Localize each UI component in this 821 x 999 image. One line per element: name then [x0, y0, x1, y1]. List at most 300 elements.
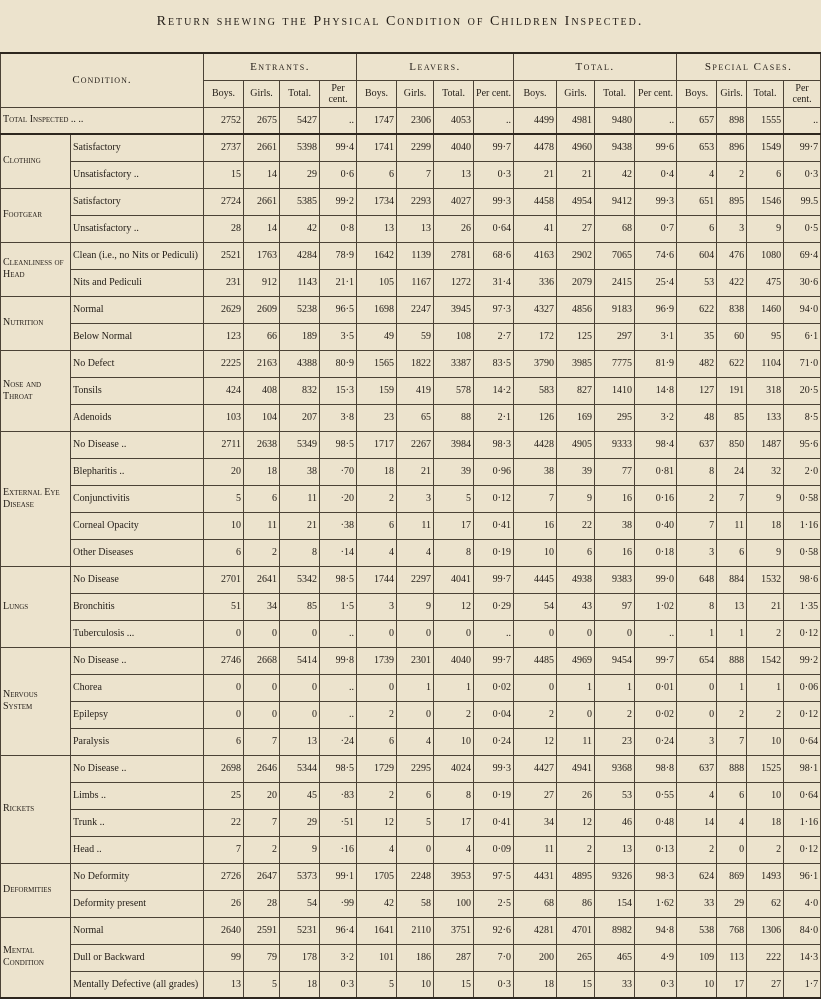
- table-cell: 9480: [595, 107, 635, 134]
- condition-label: Satisfactory: [71, 188, 204, 215]
- table-cell: 4327: [514, 296, 557, 323]
- table-cell: 895: [717, 188, 747, 215]
- table-cell: 4053: [434, 107, 474, 134]
- table-cell: 1555: [747, 107, 784, 134]
- table-cell: 71·0: [784, 350, 821, 377]
- table-cell: 222: [747, 944, 784, 971]
- table-cell: 4: [397, 539, 434, 566]
- table-cell: 99·3: [474, 755, 514, 782]
- table-cell: 18: [244, 458, 280, 485]
- table-cell: 0·29: [474, 593, 514, 620]
- table-cell: 1139: [397, 242, 434, 269]
- section-special-cases: Special Cases.: [677, 53, 821, 80]
- table-cell: 99·7: [474, 566, 514, 593]
- condition-label: Dull or Backward: [71, 944, 204, 971]
- table-cell: 1272: [434, 269, 474, 296]
- table-cell: 637: [677, 431, 717, 458]
- table-cell: 2: [514, 701, 557, 728]
- table-cell: 84·0: [784, 917, 821, 944]
- table-cell: 2: [717, 701, 747, 728]
- table-cell: 4458: [514, 188, 557, 215]
- table-cell: 7: [677, 512, 717, 539]
- table-cell: 99·3: [635, 188, 677, 215]
- table-cell: 3953: [434, 863, 474, 890]
- condition-label: Unsatisfactory ..: [71, 161, 204, 188]
- table-cell: 6: [204, 539, 244, 566]
- table-cell: 88: [434, 404, 474, 431]
- table-cell: 29: [717, 890, 747, 917]
- table-cell: 0: [280, 674, 320, 701]
- condition-table: [0, 52, 821, 999]
- table-cell: 0·96: [474, 458, 514, 485]
- condition-label: No Disease ..: [71, 431, 204, 458]
- table-cell: ..: [320, 107, 357, 134]
- table-cell: 622: [717, 350, 747, 377]
- table-cell: 2: [747, 836, 784, 863]
- table-cell: 4: [357, 539, 397, 566]
- table-cell: ·70: [320, 458, 357, 485]
- table-cell: 0: [397, 701, 434, 728]
- table-row: [1, 404, 821, 431]
- table-cell: 6: [717, 539, 747, 566]
- table-cell: 2661: [244, 134, 280, 161]
- section-entrants: Entrants.: [204, 53, 357, 80]
- table-cell: 1: [434, 674, 474, 701]
- table-cell: 0: [244, 674, 280, 701]
- table-cell: 96·5: [320, 296, 357, 323]
- table-cell: 0: [244, 620, 280, 647]
- table-cell: 5342: [280, 566, 320, 593]
- table-cell: 0: [514, 620, 557, 647]
- table-cell: 14: [244, 161, 280, 188]
- table-cell: ..: [320, 701, 357, 728]
- table-cell: 97·5: [474, 863, 514, 890]
- table-cell: 4284: [280, 242, 320, 269]
- table-cell: 7: [717, 485, 747, 512]
- table-cell: 4041: [434, 566, 474, 593]
- table-cell: 5349: [280, 431, 320, 458]
- table-cell: 1104: [747, 350, 784, 377]
- table-cell: 98·5: [320, 566, 357, 593]
- table-cell: 30·6: [784, 269, 821, 296]
- table-cell: 18: [280, 971, 320, 998]
- table-cell: 5427: [280, 107, 320, 134]
- table-cell: 2306: [397, 107, 434, 134]
- table-cell: 27: [747, 971, 784, 998]
- table-cell: 2293: [397, 188, 434, 215]
- table-cell: 6: [747, 161, 784, 188]
- table-cell: 1487: [747, 431, 784, 458]
- table-cell: 8·5: [784, 404, 821, 431]
- table-cell: 1: [557, 674, 595, 701]
- table-cell: 3: [677, 728, 717, 755]
- table-cell: 5238: [280, 296, 320, 323]
- table-row: [1, 161, 821, 188]
- column-header: Per cent.: [635, 80, 677, 107]
- condition-label: Unsatisfactory ..: [71, 215, 204, 242]
- table-cell: 0·02: [635, 701, 677, 728]
- table-cell: 476: [717, 242, 747, 269]
- table-cell: 9: [397, 593, 434, 620]
- condition-label: Clean (i.e., no Nits or Pediculi): [71, 242, 204, 269]
- table-cell: 888: [717, 647, 747, 674]
- table-cell: 99·7: [474, 647, 514, 674]
- table-cell: 10: [747, 782, 784, 809]
- table-cell: 98·8: [635, 755, 677, 782]
- table-cell: 884: [717, 566, 747, 593]
- table-cell: 4445: [514, 566, 557, 593]
- table-cell: 9368: [595, 755, 635, 782]
- table-cell: 1532: [747, 566, 784, 593]
- table-cell: 4499: [514, 107, 557, 134]
- table-cell: 1143: [280, 269, 320, 296]
- table-cell: 133: [747, 404, 784, 431]
- table-cell: 2110: [397, 917, 434, 944]
- table-cell: 0·5: [784, 215, 821, 242]
- table-cell: 2521: [204, 242, 244, 269]
- table-cell: 99·8: [320, 647, 357, 674]
- table-cell: 4: [677, 782, 717, 809]
- table-cell: 3: [397, 485, 434, 512]
- table-cell: 2225: [204, 350, 244, 377]
- table-cell: 0: [677, 701, 717, 728]
- table-cell: 68: [595, 215, 635, 242]
- table-cell: 1642: [357, 242, 397, 269]
- table-cell: 9383: [595, 566, 635, 593]
- column-header: Total.: [747, 80, 784, 107]
- table-cell: 465: [595, 944, 635, 971]
- table-row: [1, 890, 821, 917]
- table-row: [1, 647, 821, 674]
- table-cell: 38: [514, 458, 557, 485]
- table-cell: 13: [280, 728, 320, 755]
- table-cell: 2247: [397, 296, 434, 323]
- condition-label: Nits and Pediculi: [71, 269, 204, 296]
- table-cell: 0·4: [635, 161, 677, 188]
- table-cell: 17: [434, 512, 474, 539]
- table-cell: 0·7: [635, 215, 677, 242]
- table-cell: 0·24: [635, 728, 677, 755]
- column-header: Total.: [595, 80, 635, 107]
- group-label: Nose and Throat: [1, 350, 71, 431]
- table-cell: 9412: [595, 188, 635, 215]
- table-cell: ..: [635, 107, 677, 134]
- table-cell: 69·4: [784, 242, 821, 269]
- table-cell: 12: [357, 809, 397, 836]
- table-cell: 2·0: [784, 458, 821, 485]
- column-header: Boys.: [677, 80, 717, 107]
- table-cell: 99·2: [784, 647, 821, 674]
- table-cell: 0·58: [784, 539, 821, 566]
- table-cell: 0: [357, 620, 397, 647]
- table-cell: 94·0: [784, 296, 821, 323]
- condition-label: No Deformity: [71, 863, 204, 890]
- table-cell: 103: [204, 404, 244, 431]
- table-cell: 2297: [397, 566, 434, 593]
- table-cell: 3984: [434, 431, 474, 458]
- condition-label: Epilepsy: [71, 701, 204, 728]
- table-cell: 8: [677, 458, 717, 485]
- table-cell: 2·1: [474, 404, 514, 431]
- table-cell: 2: [357, 485, 397, 512]
- group-label: Mental Condition: [1, 917, 71, 998]
- table-cell: 850: [717, 431, 747, 458]
- table-cell: 2902: [557, 242, 595, 269]
- table-row: [1, 188, 821, 215]
- table-cell: 125: [557, 323, 595, 350]
- table-cell: 4431: [514, 863, 557, 890]
- table-cell: 1546: [747, 188, 784, 215]
- table-cell: 9183: [595, 296, 635, 323]
- table-cell: 27: [514, 782, 557, 809]
- table-row: [1, 728, 821, 755]
- condition-label: No Disease ..: [71, 647, 204, 674]
- table-cell: 3·1: [635, 323, 677, 350]
- table-cell: 4024: [434, 755, 474, 782]
- table-cell: 4: [677, 161, 717, 188]
- table-cell: 424: [204, 377, 244, 404]
- table-cell: 10: [434, 728, 474, 755]
- table-cell: 29: [280, 809, 320, 836]
- table-cell: 21·1: [320, 269, 357, 296]
- table-cell: 1729: [357, 755, 397, 782]
- table-cell: 14·8: [635, 377, 677, 404]
- table-cell: 2661: [244, 188, 280, 215]
- table-cell: 99·0: [635, 566, 677, 593]
- table-cell: 33: [677, 890, 717, 917]
- table-cell: 16: [595, 485, 635, 512]
- table-cell: 81·9: [635, 350, 677, 377]
- table-cell: 1·62: [635, 890, 677, 917]
- table-cell: 0: [397, 836, 434, 863]
- table-cell: 0: [357, 674, 397, 701]
- table-cell: 5231: [280, 917, 320, 944]
- table-cell: ..: [320, 620, 357, 647]
- table-cell: 2295: [397, 755, 434, 782]
- table-cell: 1306: [747, 917, 784, 944]
- table-cell: 10: [514, 539, 557, 566]
- table-cell: 7: [244, 728, 280, 755]
- table-cell: 2: [747, 620, 784, 647]
- table-cell: 74·6: [635, 242, 677, 269]
- table-cell: 99.5: [784, 188, 821, 215]
- table-cell: 8: [280, 539, 320, 566]
- table-cell: 29: [280, 161, 320, 188]
- table-cell: 6: [557, 539, 595, 566]
- table-cell: 1542: [747, 647, 784, 674]
- table-cell: 0: [514, 674, 557, 701]
- table-cell: 3751: [434, 917, 474, 944]
- table-cell: 1741: [357, 134, 397, 161]
- table-cell: 1·16: [784, 512, 821, 539]
- table-row: [1, 485, 821, 512]
- table-cell: 6·1: [784, 323, 821, 350]
- table-cell: 1717: [357, 431, 397, 458]
- table-cell: 20·5: [784, 377, 821, 404]
- table-cell: 105: [357, 269, 397, 296]
- table-cell: 11: [514, 836, 557, 863]
- table-cell: 9326: [595, 863, 635, 890]
- table-cell: 637: [677, 755, 717, 782]
- table-cell: 0: [204, 620, 244, 647]
- table-cell: 2629: [204, 296, 244, 323]
- table-cell: 287: [434, 944, 474, 971]
- table-cell: 13: [595, 836, 635, 863]
- table-cell: 896: [717, 134, 747, 161]
- table-cell: 99·4: [320, 134, 357, 161]
- table-cell: 24: [717, 458, 747, 485]
- table-row: [1, 809, 821, 836]
- table-cell: 13: [717, 593, 747, 620]
- table-cell: 4040: [434, 647, 474, 674]
- table-cell: 6: [357, 512, 397, 539]
- table-cell: 11: [280, 485, 320, 512]
- table-cell: 4960: [557, 134, 595, 161]
- table-cell: 34: [514, 809, 557, 836]
- table-cell: 28: [244, 890, 280, 917]
- table-cell: 654: [677, 647, 717, 674]
- table-cell: ·51: [320, 809, 357, 836]
- table-cell: 2: [357, 782, 397, 809]
- condition-label: Chorea: [71, 674, 204, 701]
- table-cell: 16: [595, 539, 635, 566]
- table-cell: 21: [514, 161, 557, 188]
- table-cell: 0·02: [474, 674, 514, 701]
- group-label: Cleanliness of Head: [1, 242, 71, 296]
- table-cell: 18: [357, 458, 397, 485]
- table-cell: 5398: [280, 134, 320, 161]
- condition-label: Bronchitis: [71, 593, 204, 620]
- table-cell: 0·01: [635, 674, 677, 701]
- table-cell: 2: [747, 701, 784, 728]
- table-cell: 3945: [434, 296, 474, 323]
- table-cell: 5: [434, 485, 474, 512]
- table-cell: 0·41: [474, 512, 514, 539]
- table-cell: 0: [557, 701, 595, 728]
- table-cell: 96·4: [320, 917, 357, 944]
- table-cell: 475: [747, 269, 784, 296]
- table-cell: 2: [717, 161, 747, 188]
- table-cell: 5373: [280, 863, 320, 890]
- table-row: [1, 431, 821, 458]
- table-cell: 99·7: [474, 134, 514, 161]
- table-cell: 96·9: [635, 296, 677, 323]
- table-cell: 0: [677, 674, 717, 701]
- table-cell: ·14: [320, 539, 357, 566]
- table-cell: ·38: [320, 512, 357, 539]
- table-cell: 3: [677, 539, 717, 566]
- table-cell: 8982: [595, 917, 635, 944]
- table-cell: 9438: [595, 134, 635, 161]
- table-cell: 651: [677, 188, 717, 215]
- table-cell: 0·06: [784, 674, 821, 701]
- column-header: Girls.: [717, 80, 747, 107]
- table-cell: 6: [357, 728, 397, 755]
- table-cell: 9: [747, 539, 784, 566]
- table-cell: 42: [595, 161, 635, 188]
- table-cell: 12: [514, 728, 557, 755]
- table-cell: 15: [557, 971, 595, 998]
- table-cell: 95·6: [784, 431, 821, 458]
- table-cell: 109: [677, 944, 717, 971]
- table-cell: 2737: [204, 134, 244, 161]
- table-cell: 5414: [280, 647, 320, 674]
- condition-label: Corneal Opacity: [71, 512, 204, 539]
- table-cell: 4·0: [784, 890, 821, 917]
- column-header: Boys.: [514, 80, 557, 107]
- table-cell: 191: [717, 377, 747, 404]
- table-cell: 0·64: [784, 728, 821, 755]
- table-cell: 2698: [204, 755, 244, 782]
- table-cell: 4905: [557, 431, 595, 458]
- table-cell: 888: [717, 755, 747, 782]
- table-cell: 7: [204, 836, 244, 863]
- column-header: Per cent.: [474, 80, 514, 107]
- table-cell: 77: [595, 458, 635, 485]
- table-cell: 94·8: [635, 917, 677, 944]
- table-cell: 318: [747, 377, 784, 404]
- table-cell: 0·58: [784, 485, 821, 512]
- table-cell: 2: [357, 701, 397, 728]
- table-cell: 9333: [595, 431, 635, 458]
- table-cell: 169: [557, 404, 595, 431]
- table-cell: 295: [595, 404, 635, 431]
- group-label: Lungs: [1, 566, 71, 647]
- table-cell: 21: [557, 161, 595, 188]
- table-cell: 35: [677, 323, 717, 350]
- table-cell: 231: [204, 269, 244, 296]
- table-row: [1, 242, 821, 269]
- table-cell: 25·4: [635, 269, 677, 296]
- table-cell: 45: [280, 782, 320, 809]
- table-cell: 265: [557, 944, 595, 971]
- table-cell: 9: [280, 836, 320, 863]
- table-cell: 2: [244, 836, 280, 863]
- table-cell: 2711: [204, 431, 244, 458]
- condition-label: Head ..: [71, 836, 204, 863]
- table-cell: 79: [244, 944, 280, 971]
- table-cell: 898: [717, 107, 747, 134]
- table-cell: 16: [514, 512, 557, 539]
- table-row: [1, 296, 821, 323]
- table-cell: 42: [357, 890, 397, 917]
- table-cell: 538: [677, 917, 717, 944]
- table-cell: 86: [557, 890, 595, 917]
- table-cell: 2299: [397, 134, 434, 161]
- table-cell: 2: [244, 539, 280, 566]
- table-cell: 0·3: [784, 161, 821, 188]
- table-cell: 0: [280, 620, 320, 647]
- table-cell: 48: [677, 404, 717, 431]
- table-cell: 4856: [557, 296, 595, 323]
- table-cell: 98·4: [635, 431, 677, 458]
- condition-label: No Disease ..: [71, 755, 204, 782]
- table-cell: 15: [204, 161, 244, 188]
- table-cell: 11: [244, 512, 280, 539]
- table-cell: 2668: [244, 647, 280, 674]
- column-header: Per cent.: [320, 80, 357, 107]
- condition-label: Conjunctivitis: [71, 485, 204, 512]
- table-cell: 2079: [557, 269, 595, 296]
- table-cell: 6: [204, 728, 244, 755]
- table-cell: 25: [204, 782, 244, 809]
- table-cell: 92·6: [474, 917, 514, 944]
- condition-label: Normal: [71, 917, 204, 944]
- table-cell: 13: [357, 215, 397, 242]
- table-cell: 98·6: [784, 566, 821, 593]
- table-cell: 0: [717, 836, 747, 863]
- table-cell: 17: [434, 809, 474, 836]
